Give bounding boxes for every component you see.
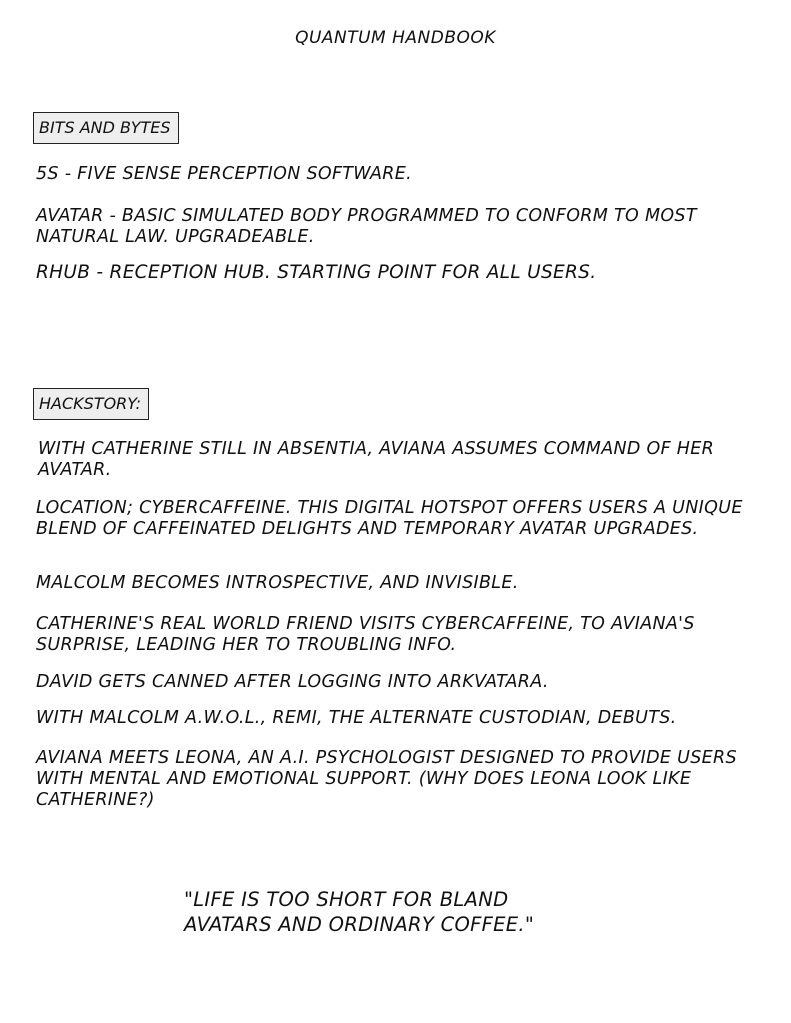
closing-quote: [184, 887, 534, 937]
hackstory-item: MALCOLM BECOMES INTROSPECTIVE, AND INVISIBLE.: [36, 573, 519, 593]
glossary-item-rhub: RHUB - RECEPTION HUB. STARTING POINT FOR ALL USERS.: [36, 262, 597, 283]
hackstory-item: WITH CATHERINE STILL IN ABSENTIA, AVIANA ASSUMES COMMAND OF HER AVATAR.: [38, 439, 715, 480]
quote-line-1: "LIFE IS TOO SHORT FOR BLAND: [184, 888, 509, 911]
hackstory-item: LOCATION; CYBERCAFFEINE. THIS DIGITAL HOTSPOT OFFERS USERS A UNIQUE BLEND OF CAFFEINATED DELIGHTS AND TEMPORARY AVATAR UPGRADES.: [36, 498, 743, 539]
glossary-item-avatar: AVATAR - BASIC SIMULATED BODY PROGRAMMED TO CONFORM TO MOST NATURAL LAW. UPGRADEABLE.: [36, 206, 697, 247]
hackstory-item: DAVID GETS CANNED AFTER LOGGING INTO ARKVATARA.: [36, 672, 549, 692]
hackstory-item: AVIANA MEETS LEONA, AN A.I. PSYCHOLOGIST DESIGNED TO PROVIDE USERS WITH MENTAL AND EMOTIONAL SUPPORT. (WHY DOES LEONA LOOK LIKE CATHERINE?): [36, 748, 737, 810]
hackstory-item: CATHERINE'S REAL WORLD FRIEND VISITS CYBERCAFFEINE, TO AVIANA'S SURPRISE, LEADING HER TO TROUBLING INFO.: [36, 614, 695, 655]
hackstory-item: WITH MALCOLM A.W.O.L., REMI, THE ALTERNATE CUSTODIAN, DEBUTS.: [36, 708, 677, 728]
section-label-hackstory: HACKSTORY:: [33, 388, 149, 420]
section-label-bits-and-bytes: BITS AND BYTES: [33, 112, 179, 144]
quote-line-2: AVATARS AND ORDINARY COFFEE.": [184, 913, 535, 936]
glossary-item-5s: 5S - FIVE SENSE PERCEPTION SOFTWARE.: [36, 164, 412, 184]
page-title: QUANTUM HANDBOOK: [295, 28, 496, 48]
